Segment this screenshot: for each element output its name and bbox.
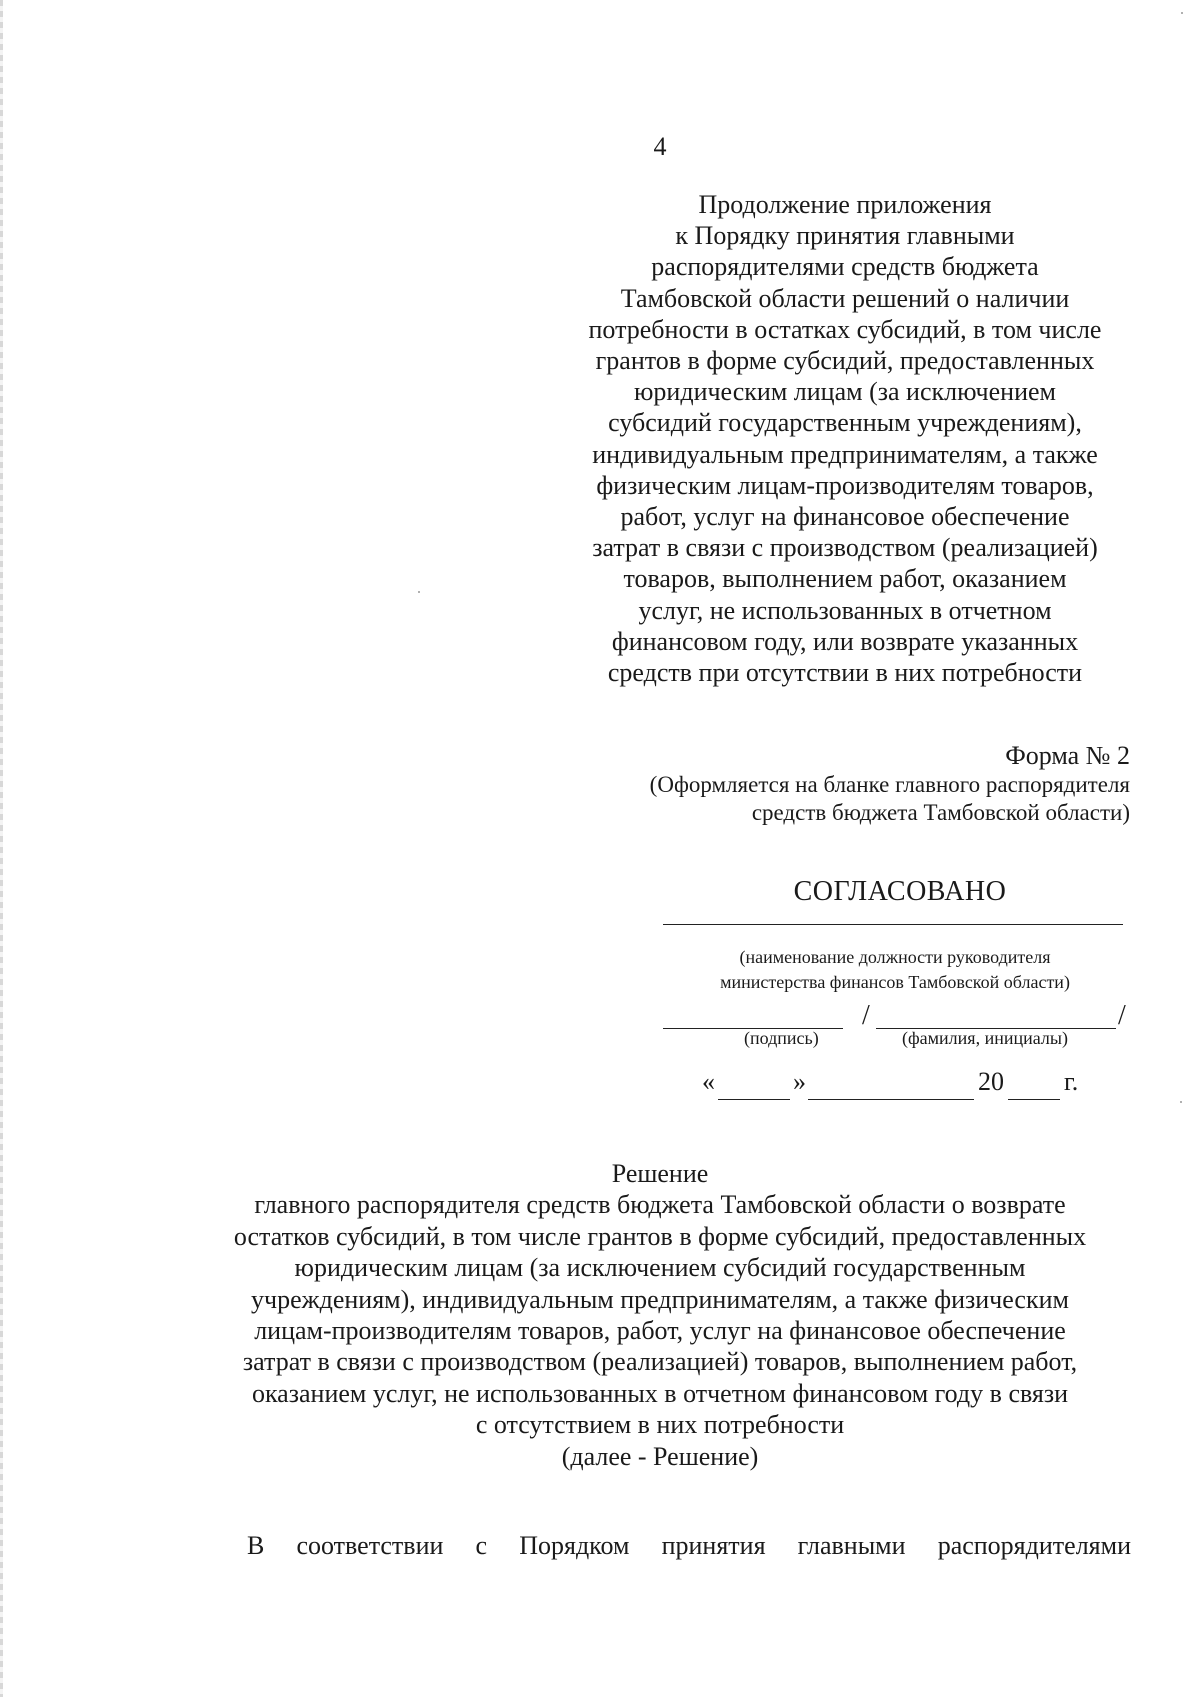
decision-line: оказанием услуг, не использованных в отчетном финансовом году в связи [251, 1378, 1069, 1408]
decision-line: затрат в связи с производством (реализацией) товаров, выполнением работ, [242, 1347, 1078, 1377]
date-close-quote: » [793, 1067, 806, 1096]
date-year-suffix: г. [1064, 1067, 1079, 1096]
appendix-line: юридическим лицам (за исключением [634, 377, 1056, 407]
form-note-line: (Оформляется на бланке главного распорядителя [649, 772, 1130, 797]
appendix-header [560, 189, 1130, 688]
form-note-line: средств бюджета Тамбовской области) [751, 800, 1130, 825]
scan-speck [418, 591, 420, 593]
appendix-line: средств при отсутствии в них потребности [607, 658, 1083, 688]
scan-speck [1180, 1101, 1182, 1103]
signature-separator: / [862, 1000, 870, 1031]
decision-line: главного распорядителя средств бюджета Тамбовской области о возврате [254, 1190, 1066, 1220]
appendix-line: субсидий государственным учреждениям), [608, 408, 1082, 438]
date-month-blank [808, 1099, 974, 1100]
decision-block [0, 1158, 1200, 1472]
date-year-blank [1008, 1099, 1060, 1100]
appendix-line: к Порядку принятия главными [675, 221, 1015, 251]
decision-line: лицам-производителям товаров, работ, услуг на финансовое обеспечение [254, 1316, 1066, 1346]
appendix-line: потребности в остатках субсидий, в том числе [588, 314, 1102, 344]
date-open-quote: « [702, 1067, 715, 1096]
decision-line: юридическим лицам (за исключением субсидий государственным [294, 1253, 1026, 1283]
scan-speck [1181, 12, 1183, 14]
appendix-line: работ, услуг на финансовое обеспечение [620, 502, 1070, 532]
appendix-line: затрат в связи с производством (реализацией) [592, 533, 1098, 563]
position-blank-line [663, 924, 1123, 925]
decision-line: учреждениям), индивидуальным предпринимателям, а также физическим [251, 1284, 1069, 1314]
appendix-line: физическим лицам-производителям товаров, [596, 470, 1094, 500]
approval-title: СОГЛАСОВАНО [793, 876, 1007, 907]
decision-title: Решение [611, 1159, 709, 1188]
appendix-line: индивидуальным предпринимателям, а также [592, 439, 1098, 469]
form-number: Форма № 2 [1005, 741, 1130, 770]
page-number: 4 [653, 132, 667, 161]
name-end-separator: / [1118, 1000, 1126, 1031]
position-caption-line: министерства финансов Тамбовской области) [720, 972, 1070, 992]
decision-line: с отсутствием в них потребности [475, 1410, 845, 1440]
form-note [650, 771, 1130, 827]
date-day-blank [718, 1099, 790, 1100]
position-caption [660, 945, 1130, 995]
signature-caption: (подпись) [744, 1028, 819, 1048]
appendix-line: услуг, не использованных в отчетном [638, 595, 1052, 625]
appendix-line: товаров, выполнением работ, оказанием [623, 564, 1067, 594]
appendix-line: Тамбовской области решений о наличии [620, 283, 1070, 313]
appendix-line: распорядителями средств бюджета [651, 252, 1039, 282]
appendix-line: финансовом году, или возврате указанных [611, 626, 1079, 656]
appendix-line: Продолжение приложения [698, 190, 992, 219]
appendix-line: грантов в форме субсидий, предоставленных [595, 346, 1095, 376]
date-year-prefix: 20 [978, 1067, 1004, 1096]
body-paragraph: В соответствии с Порядком принятия главными распорядителями [247, 1531, 1131, 1560]
decision-line: остатков субсидий, в том числе грантов в форме субсидий, предоставленных [233, 1221, 1087, 1251]
position-caption-line: (наименование должности руководителя [739, 947, 1051, 967]
name-caption: (фамилия, инициалы) [902, 1028, 1068, 1048]
decision-line: (далее - Решение) [561, 1441, 759, 1471]
